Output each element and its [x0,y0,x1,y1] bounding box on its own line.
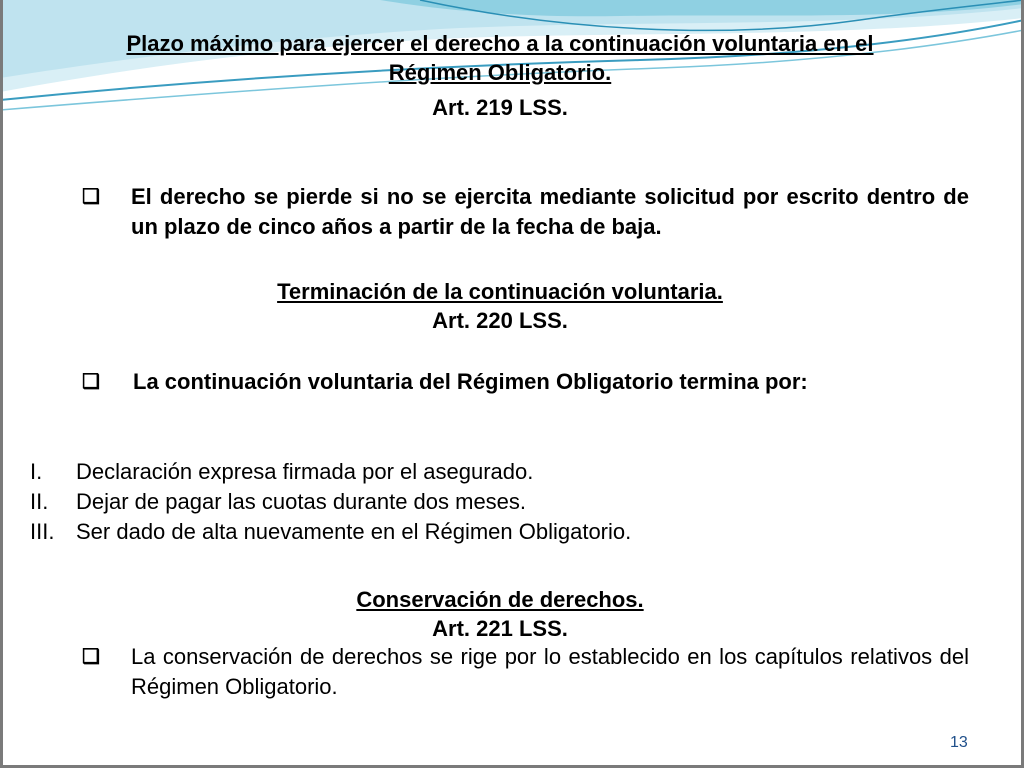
checkbox-icon: ❑ [82,186,100,208]
page-number: 13 [950,734,968,751]
section1-title-line2: Régimen Obligatorio. [388,60,612,85]
list-item [30,457,930,487]
section3-article: Art. 221 LSS. [432,616,568,641]
section1-bullet [0,182,1024,244]
list-item-number: I. [30,459,43,484]
list-item-number: III. [30,519,55,544]
section2-bullet-text: La continuación voluntaria del Régimen Obligatorio termina por: [133,369,808,394]
section3-title: Conservación de derechos. [356,587,644,612]
section2-article: Art. 220 LSS. [432,308,568,333]
checkbox-icon: ❑ [82,371,100,393]
list-item-number: II. [30,489,49,514]
list-item-text: Ser dado de alta nuevamente en el Régimen Obligatorio. [76,519,632,544]
section3-bullet-text: La conservación de derechos se rige por lo establecido en los capítulos relativos del Régimen Obligatorio. [131,644,969,699]
section1-bullet-text: El derecho se pierde si no se ejercita mediante solicitud por escrito dentro de un plazo de cinco años a partir de la fecha de baja. [131,184,969,239]
list-item-text: Declaración expresa firmada por el asegurado. [76,459,534,484]
section3-bullet [0,642,1024,704]
section1-article: Art. 219 LSS. [432,95,568,120]
list-item-text: Dejar de pagar las cuotas durante dos meses. [76,489,527,514]
checkbox-icon: ❑ [82,646,100,668]
list-item [30,517,930,547]
section2-title: Terminación de la continuación voluntaria. [277,279,723,304]
section2-bullet [0,367,1024,399]
section1-title-line1: Plazo máximo para ejercer el derecho a la continuación voluntaria en el [126,31,874,56]
list-item [30,487,930,517]
